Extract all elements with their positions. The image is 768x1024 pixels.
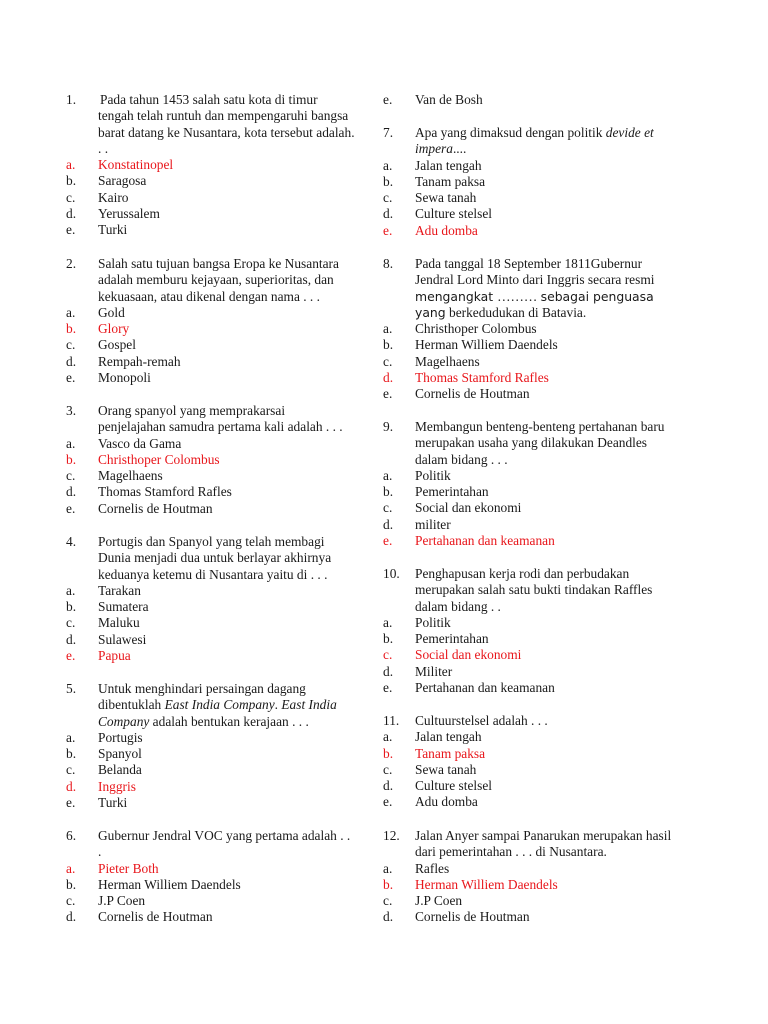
question-stem xyxy=(383,256,683,321)
question-text: Gubernur Jendral VOC yang pertama adalah . . . xyxy=(98,828,351,860)
question-stem xyxy=(66,256,356,305)
option-letter: e. xyxy=(66,500,76,516)
option-letter: c. xyxy=(66,615,76,631)
question-text: Salah satu tujuan bangsa Eropa ke Nusantara adalah memburu kejayaan, superioritas, dan kekuasaan, atau dikenal dengan nama . . . xyxy=(98,256,339,304)
option-letter: e. xyxy=(383,794,393,810)
option-text: Adu domba xyxy=(415,794,478,810)
option-c xyxy=(66,615,356,631)
option-text: Thomas Stamford Rafles xyxy=(98,484,232,500)
option-text: Sumatera xyxy=(98,599,149,615)
option-b xyxy=(383,174,683,190)
option-letter: e. xyxy=(66,370,76,386)
option-c xyxy=(383,500,683,516)
option-letter: d. xyxy=(66,778,77,794)
question-stem xyxy=(383,566,683,615)
option-d xyxy=(383,370,683,386)
option-b xyxy=(66,452,356,468)
question-text: Penghapusan kerja rodi dan perbudakan merupakan salah satu bukti tindakan Raffles dalam bidang . . xyxy=(415,566,653,614)
option-letter: d. xyxy=(383,206,394,222)
question-text-part: sebagai penguasa yang xyxy=(415,288,654,320)
option-text: Tarakan xyxy=(98,582,141,598)
option-text: Pertahanan dan keamanan xyxy=(415,680,555,696)
option-a xyxy=(383,158,683,174)
option-letter: d. xyxy=(66,353,77,369)
question-5 xyxy=(66,681,356,811)
option-c xyxy=(66,468,356,484)
option-b xyxy=(66,321,356,337)
question-number: 6. xyxy=(66,828,77,843)
option-text: Inggris xyxy=(98,778,136,794)
option-text: Saragosa xyxy=(98,173,147,189)
option-d xyxy=(66,484,356,500)
option-text: Portugis xyxy=(98,729,143,745)
option-letter: c. xyxy=(66,189,76,205)
option-letter: e. xyxy=(66,795,76,811)
question-stem xyxy=(66,681,356,730)
option-text: Pemerintahan xyxy=(415,631,489,647)
question-10 xyxy=(383,566,683,696)
option-text: Social dan ekonomi xyxy=(415,500,522,516)
option-letter: d. xyxy=(383,663,394,679)
option-letter: d. xyxy=(383,516,394,532)
option-text: Turki xyxy=(98,222,128,238)
question-text-part: Pada tanggal 18 September 1811Gubernur Jendral Lord Minto dari Inggris secara resmi xyxy=(415,256,655,288)
option-letter: c. xyxy=(66,468,76,484)
option-e xyxy=(383,223,683,239)
option-text: J.P Coen xyxy=(98,893,146,909)
question-stem xyxy=(383,419,683,468)
option-letter: b. xyxy=(66,746,77,762)
question-text xyxy=(415,256,654,320)
question-number: 5. xyxy=(66,681,77,696)
question-text-part: Apa yang dimaksud dengan politik xyxy=(415,125,606,140)
option-text: Christhoper Colombus xyxy=(98,451,220,467)
question-9 xyxy=(383,419,683,549)
option-text: Van de Bosh xyxy=(415,92,483,107)
option-c xyxy=(383,354,683,370)
option-letter: a. xyxy=(66,157,76,173)
option-b xyxy=(383,746,683,762)
question-6-continued xyxy=(383,92,683,108)
question-text-part: .... xyxy=(452,141,467,157)
option-b xyxy=(383,337,683,353)
option-letter: c. xyxy=(66,337,76,353)
question-stem xyxy=(383,828,683,861)
option-text: Social dan ekonomi xyxy=(415,647,522,663)
option-letter: a. xyxy=(383,729,393,745)
option-e xyxy=(66,370,356,386)
question-number: 11. xyxy=(383,713,400,728)
question-number: 4. xyxy=(66,534,77,549)
option-text: Adu domba xyxy=(415,222,478,238)
option-a xyxy=(66,583,356,599)
option-a xyxy=(383,615,683,631)
option-letter: d. xyxy=(383,778,394,794)
option-letter: e. xyxy=(66,648,76,664)
option-letter: a. xyxy=(66,304,76,320)
option-text: Magelhaens xyxy=(98,468,163,484)
question-text: Portugis dan Spanyol yang telah membagi Dunia menjadi dua untuk berlayar akhirnya keduanya ketemu di Nusantara yaitu di . . . xyxy=(98,534,332,582)
option-text: Papua xyxy=(98,648,131,664)
option-d xyxy=(383,778,683,794)
question-4 xyxy=(66,534,356,664)
option-e xyxy=(66,795,356,811)
question-number: 12. xyxy=(383,828,400,843)
option-text: Herman Williem Daendels xyxy=(415,876,558,892)
option-text: militer xyxy=(415,516,451,532)
option-text: Sewa tanah xyxy=(415,761,477,777)
question-text-part: berkedudukan di Batavia. xyxy=(445,304,587,320)
question-7 xyxy=(383,125,683,239)
option-letter: b. xyxy=(66,876,77,892)
option-text: Glory xyxy=(98,321,130,337)
option-letter: c. xyxy=(66,762,76,778)
option-letter: c. xyxy=(383,500,393,516)
question-text-italic: devide et impera xyxy=(415,125,654,157)
question-number: 1. xyxy=(66,92,77,107)
question-text-italic: East India Company xyxy=(98,697,337,729)
option-letter: b. xyxy=(383,876,394,892)
option-c xyxy=(66,190,356,206)
option-d xyxy=(66,354,356,370)
option-letter: b. xyxy=(66,451,77,467)
option-text: Pieter Both xyxy=(98,860,159,876)
option-letter: c. xyxy=(383,353,393,369)
option-a xyxy=(383,861,683,877)
option-letter: e. xyxy=(383,680,393,696)
option-a xyxy=(383,321,683,337)
option-text: Thomas Stamford Rafles xyxy=(415,370,549,386)
option-d xyxy=(383,517,683,533)
option-letter: a. xyxy=(66,582,76,598)
option-text: Politik xyxy=(415,467,451,483)
option-text: Yerussalem xyxy=(98,206,160,222)
option-letter: c. xyxy=(66,893,76,909)
option-d xyxy=(66,909,356,925)
option-text: Rafles xyxy=(415,860,450,876)
option-text: Sewa tanah xyxy=(415,190,477,206)
option-text: Culture stelsel xyxy=(415,778,492,794)
option-d xyxy=(383,909,683,925)
option-letter: e. xyxy=(66,222,76,238)
option-b xyxy=(383,631,683,647)
question-text xyxy=(98,681,337,729)
question-text xyxy=(415,125,654,156)
question-number: 3. xyxy=(66,403,77,418)
option-text: Christhoper Colombus xyxy=(415,321,537,337)
option-text: Jalan tengah xyxy=(415,157,482,173)
question-stem xyxy=(383,713,683,729)
blank-dots: ……… xyxy=(497,288,541,304)
option-letter: e. xyxy=(383,386,393,402)
option-letter: d. xyxy=(66,206,77,222)
option-e xyxy=(383,92,683,108)
option-d xyxy=(66,206,356,222)
option-text: Politik xyxy=(415,614,451,630)
option-e xyxy=(383,680,683,696)
option-letter: a. xyxy=(383,157,393,173)
option-d xyxy=(383,206,683,222)
option-text: Jalan tengah xyxy=(415,729,482,745)
question-text: Jalan Anyer sampai Panarukan merupakan hasil dari pemerintahan . . . di Nusantara. xyxy=(415,828,672,860)
option-letter: a. xyxy=(383,614,393,630)
question-text-part: . xyxy=(274,697,282,713)
option-letter: a. xyxy=(66,729,76,745)
option-letter: b. xyxy=(383,337,394,353)
option-letter: a. xyxy=(383,860,393,876)
option-c xyxy=(66,762,356,778)
option-c xyxy=(383,190,683,206)
option-a xyxy=(66,157,356,173)
option-c xyxy=(66,337,356,353)
option-a xyxy=(66,730,356,746)
question-stem xyxy=(66,92,356,157)
option-c xyxy=(66,893,356,909)
option-b xyxy=(383,877,683,893)
option-text: Tanam paksa xyxy=(415,173,486,189)
option-b xyxy=(66,746,356,762)
option-letter: c. xyxy=(383,893,393,909)
option-e xyxy=(383,794,683,810)
option-letter: b. xyxy=(66,599,77,615)
question-text: Orang spanyol yang memprakarsai penjelajahan samudra pertama kali adalah . . . xyxy=(98,403,343,435)
question-1 xyxy=(66,92,356,239)
option-text: Gospel xyxy=(98,337,136,353)
option-c xyxy=(383,893,683,909)
option-b xyxy=(66,877,356,893)
option-text: Cornelis de Houtman xyxy=(415,909,530,925)
option-text: Monopoli xyxy=(98,370,151,386)
option-letter: a. xyxy=(66,860,76,876)
option-c xyxy=(383,647,683,663)
option-letter: b. xyxy=(383,631,394,647)
option-text: Pertahanan dan keamanan xyxy=(415,533,555,549)
option-letter: b. xyxy=(383,484,394,500)
option-letter: b. xyxy=(383,745,394,761)
option-letter: d. xyxy=(383,370,394,386)
option-b xyxy=(66,173,356,189)
option-letter: e. xyxy=(383,533,393,549)
option-d xyxy=(66,632,356,648)
option-a xyxy=(66,436,356,452)
option-letter: d. xyxy=(66,484,77,500)
question-stem xyxy=(66,828,356,861)
option-e xyxy=(66,648,356,664)
option-e xyxy=(66,501,356,517)
question-8 xyxy=(383,256,683,403)
question-stem xyxy=(66,534,356,583)
option-text: Herman Williem Daendels xyxy=(98,876,241,892)
option-text: Militer xyxy=(415,663,453,679)
option-letter: c. xyxy=(383,190,393,206)
option-letter: d. xyxy=(66,909,77,925)
option-letter: a. xyxy=(383,467,393,483)
option-letter: a. xyxy=(383,321,393,337)
question-2 xyxy=(66,256,356,386)
option-text: Maluku xyxy=(98,615,140,631)
option-letter: b. xyxy=(383,173,394,189)
question-stem xyxy=(66,403,356,436)
option-d xyxy=(66,779,356,795)
option-letter: b. xyxy=(66,321,77,337)
question-number: 10. xyxy=(383,566,400,581)
question-text-part: adalah bentukan kerajaan . . . xyxy=(149,713,309,729)
question-text-part: mengangkat xyxy=(415,288,498,304)
question-text: Pada tahun 1453 salah satu kota di timur tengah telah runtuh dan mempengaruhi bangsa barat datang ke Nusantara, kota tersebut adalah. . . xyxy=(98,92,355,156)
option-letter: b. xyxy=(66,173,77,189)
question-12 xyxy=(383,828,683,926)
question-number: 2. xyxy=(66,256,77,271)
option-a xyxy=(383,729,683,745)
option-a xyxy=(66,305,356,321)
option-b xyxy=(383,484,683,500)
option-text: Gold xyxy=(98,304,125,320)
option-e xyxy=(383,386,683,402)
question-stem xyxy=(383,125,683,158)
question-text: Membangun benteng-benteng pertahanan baru merupakan usaha yang dilakukan Deandles dalam bidang . . . xyxy=(415,419,665,467)
question-text-part: Untuk menghindari persaingan dagang dibentuklah xyxy=(98,681,306,713)
option-e xyxy=(66,222,356,238)
question-text-italic: East India Company xyxy=(164,697,275,713)
option-text: Magelhaens xyxy=(415,353,480,369)
question-3 xyxy=(66,403,356,517)
question-number: 9. xyxy=(383,419,394,434)
option-text: Turki xyxy=(98,795,128,811)
option-letter: d. xyxy=(383,909,394,925)
option-text: Vasco da Gama xyxy=(98,435,182,451)
question-number: 7. xyxy=(383,125,394,140)
option-text: J.P Coen xyxy=(415,893,463,909)
option-text: Cornelis de Houtman xyxy=(98,909,213,925)
option-text: Culture stelsel xyxy=(415,206,492,222)
option-text: Herman Williem Daendels xyxy=(415,337,558,353)
question-6 xyxy=(66,828,356,926)
question-number: 8. xyxy=(383,256,394,271)
option-b xyxy=(66,599,356,615)
option-letter: d. xyxy=(66,631,77,647)
option-text: Belanda xyxy=(98,762,142,778)
option-a xyxy=(383,468,683,484)
option-letter: e. xyxy=(383,92,393,107)
option-a xyxy=(66,861,356,877)
option-text: Spanyol xyxy=(98,746,142,762)
option-text: Konstatinopel xyxy=(98,157,174,173)
option-text: Kairo xyxy=(98,189,129,205)
option-letter: a. xyxy=(66,435,76,451)
option-text: Sulawesi xyxy=(98,631,147,647)
option-text: Rempah-remah xyxy=(98,353,181,369)
question-text: Cultuurstelsel adalah . . . xyxy=(415,713,548,728)
option-letter: e. xyxy=(383,222,393,238)
option-text: Cornelis de Houtman xyxy=(98,500,213,516)
option-letter: c. xyxy=(383,761,393,777)
option-text: Cornelis de Houtman xyxy=(415,386,530,402)
option-e xyxy=(383,533,683,549)
option-text: Tanam paksa xyxy=(415,745,486,761)
option-letter: c. xyxy=(383,647,393,663)
option-c xyxy=(383,762,683,778)
option-d xyxy=(383,664,683,680)
question-11 xyxy=(383,713,683,811)
option-text: Pemerintahan xyxy=(415,484,489,500)
